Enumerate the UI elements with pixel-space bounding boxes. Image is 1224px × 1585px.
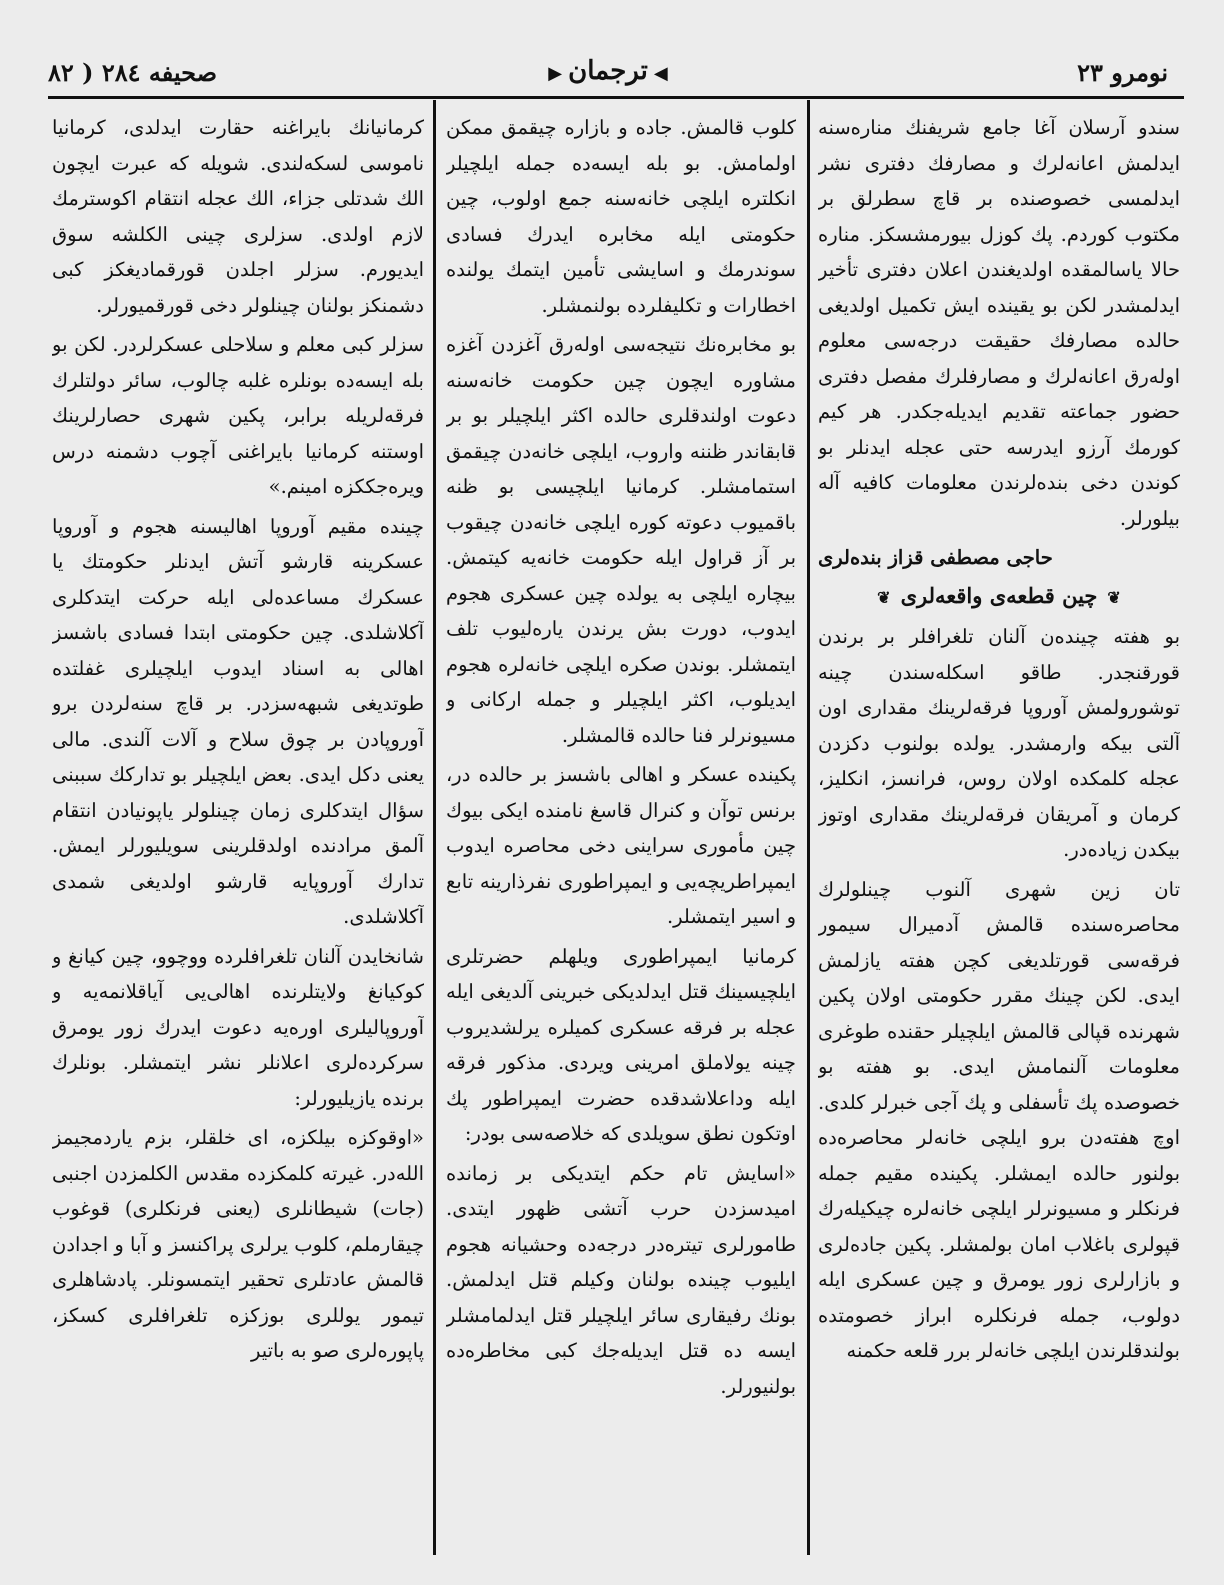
article-paragraph: چینده مقیم آوروپا اهالیسنه هجوم و آوروپا عسکرینه قارشو آتش ایدنلر حکومتك یا عسکرك مساعده‌لی ایله حرکت ایتدکلری آکلاشلدی. چین حکومتی ابتدا فسادی باشسز اهالی به اسناد ایدوب ایلچیلری غفلتده طوتدیغی شبهه‌سزدر. بر قاچ سنه‌لردن برو آوروپادن بر چوق سلاح و آلات آلندی. مالی یعنی دکل ایدی. بعض ایلچیلر بو تدارکك سببنی سؤال ایتدکلری زمان چینلولر یاپونیادن انتقام آلمق مرادنده اولدقلرینی سویلیورلر ایمش. تدارك آوروپایه قارشو اولدیغی شمدی آکلاشلدی. [52,514,424,928]
page-number: صحیفه ۲۸٤ ( ۸۲ [48,58,218,87]
column-divider [807,100,810,1555]
article-paragraph: کلوب قالمش. جاده و بازاره چیقمق ممکن اولمامش. بو بله ایسه‌ده جمله ایلچیلر انکلتره ایلچی خانه‌سنه جمع اولوب، چین حکومتی ایله مخابره ایدرك فسادی سوندرمك و اسایشی تأمین ایتمك یولنده اخطارات و تکلیفلرده بولنمشلر. [446,116,796,317]
article-paragraph: شانخایدن آلنان تلغرافلرده ووچوو، چین کیانغ و کوکیانغ ولایتلرنده اهالی‌یی آیاقلانمه‌یه و آوروپالیلری اوره‌یه دعوت ایدرك زور یومرق سرکرده‌لری اعلانلر نشر ایتمشلر. بونلرك برنده یازیلیورلر: [52,944,424,1110]
section-title-text: چین قطعه‌ی واقعه‌لری [900,582,1098,608]
ornament-icon: ❦ [877,587,891,607]
article-paragraph: تان زین شهری آلنوب چینلولرك محاصره‌سنده قالمش آدمیرال سیمور فرقه‌سی قورتلدیغی کچن هفته یازلمش ایدی. لکن چینك مقرر حکومتی اولان پکین شهرنده قپالی قالمش ایلچیلر حقنده طوغری معلومات آلنمامش ایدی. بو هفته بو خصوصده پك تأسفلی و پك آجی خبرلر کلدی. اوچ هفته‌دن برو ایلچی خانه‌لر محاصره‌ده بولنور حالده ایمشلر. پکینده مقیم جمله فرنکلر و مسیونرلر ایلچی خانه‌لره چیکیله‌رك قپولری باغلاب امان بولمشلر. پکین جاده‌لری و بازارلری زور یومرق و چین عسکری ایله دولوب، جمله فرنکلره ابراز خصومتده بولندقلرندن ایلچی خانه‌لر برر قلعه حکمنه [818,877,1180,1362]
article-paragraph: کرمانیا ایمپراطوری ویلهلم حضرتلری ایلچیسینك قتل ایدلدیکی خبرینی آلدیغی ایله عجله بر فرقه عسکری کمیلره یرلشدیروب چینه یولاملق امرینی ویردی. مذکور فرقه ایله وداعلاشدقده حضرت ایمپراطور پك اوتکون نطق سویلدی که خلاصه‌سی بودر: [446,944,796,1145]
masthead-title: ترجمان [568,56,648,86]
article-paragraph: بو مخابره‌نك نتیجه‌سی اوله‌رق آغزدن آغزه مشاوره ایچون چین حکومت خانه‌سنه دعوت اولندقلری حالده اکثر ایلچیلر بو بر قابقاندر ظننه واروب، ایلچی خانه‌دن چیقمق استمامشلر. کرمانیا ایلچیسی بو ظنه باقمیوب دعوته کوره ایلچی خانه‌دن چیقوب بر آز قراول ایله حکومت خانه‌یه کیتمش. بیچاره ایلچی به یولده چین عسکری هجوم ایدوب، دورت بش یرندن یاره‌لیوب تلف ایتمشلر. بوندن صکره ایلچی خانه‌لره هجوم ایدیلوب، اکثر ایلچیلر و جمله ارکانی و مسیونرلر فنا حالده قالمشلر. [446,333,796,747]
article-paragraph: «اوقوکزه بیلکزه، ای خلقلر، بزم یاردمجیمز الله‌در. غیرته کلمکزده مقدس الکلمزدن اجنبی (جات) شیطانلری (یعنی فرنکلری) قوغوب چیقارملم، کلوب یرلری پراکنسز و آبا و اجدادن قالمش عادتلری تحقیر ایتمسونلر. پادشاهلری تیمور یوللری بوزکزه تلغرافلری کسکز، پاپوره‌لری صو به باتیر [52,1126,424,1362]
ornament-icon: ▶ [548,63,563,84]
issue-number: نومرو ۲۳ [1077,58,1168,87]
column-divider [433,100,436,1555]
article-paragraph: پکینده عسکر و اهالی باشسز بر حالده در، برنس توآن و کنرال قاسغ نامنده ایکی بیوك چین مأموری سراینی دخی محاصره ایدوب ایمپراطریچه‌یی و ایمپراطوری نفرذارینه تابع و اسیر ایتمشلر. [446,763,796,928]
article-paragraph: سزلر کبی معلم و سلاحلی عسکرلردر. لکن بو بله ایسه‌ده بونلره غلبه چالوب، سائر دولتلرك فرقه‌لریله برابر، پکین شهری حصارلرینك اوستنه کرمانیا بایراغنی آچوب دشمنه درس ویره‌جککزه امینم.» [52,333,424,498]
page-header [48,52,1168,98]
article-paragraph: کرمانیانك بایراغنه حقارت ایدلدی، کرمانیا ناموسی لسکه‌لندی. شویله که عبرت ایچون الك شدتلی جزاء، الك عجله انتقام اکوسترمك لازم اولدی. سزلری چینی الکلشه سوق ایدیورم. سزلر اجلدن قورقمادیغکز کبی دشمنکز بولنان چینلولر دخی قورقمیورلر. [52,116,424,317]
column-middle [446,110,796,1565]
article-paragraph: سندو آرسلان آغا جامع شریفنك مناره‌سنه ایدلمش اعانه‌لرك و مصارفك دفتری نشر ایدلمسی خصوصنده بر قاچ سطرلق بر مکتوب کوردم. پك کوزل بیورمشسکز. مناره حالا یاسالمقده اولدیغندن اعلان دفتری تأخیر ایدلمشدر لکن بو یقینده ایش تکمیل اولدیغی حالده مصارفك حقیقت درجه‌سی معلوم اوله‌رق اعانه‌لرك و مصارفلرك مفصل دفتری حضور جماعته تقدیم ایدیله‌جکدر. هر کیم کورمك آرزو ایدرسه حتی عجله ایدنلر بو کوندن دخی بنده‌لرندن معلومات کافیه آله بیلورلر. [818,116,1180,530]
ornament-icon: ❦ [1107,587,1121,607]
masthead [542,56,673,86]
ornament-icon: ◀ [653,63,668,84]
signature: حاجی مصطفی قزاز بنده‌لری [818,546,1053,569]
column-right [818,110,1180,1565]
section-title [818,578,1180,616]
header-rule [48,96,1184,99]
column-left [52,110,424,1565]
article-paragraph: بو هفته چینده‌ن آلنان تلغرافلر بر برندن قورقنجدر. طاقو اسکله‌سندن چینه توشورولمش آوروپا فرقه‌لرینك مقداری اون آلتی بیکه وارمشدر. یولده بولنوب دکزدن عجله کلمکده اولان روس، فرانسز، انکلیز، کرمان و آمریقان فرقه‌لرینك مقداری اوتوز بیکدن زیاده‌در. [818,625,1180,861]
article-paragraph: «اسایش تام حکم ایتدیکی بر زمانده امیدسزدن حرب آتشی ظهور ایتدی. طامورلری تیتره‌در درجه‌ده وحشیانه هجوم ایلیوب چینده بولنان وکیلم قتل ایدلمش. بونك رفیقاری سائر ایلچیلر قتل ایدلمامشلر ایسه ده قتل ایدیله‌جك کبی مخاطره‌ده بولنیورلر. [446,1161,796,1398]
